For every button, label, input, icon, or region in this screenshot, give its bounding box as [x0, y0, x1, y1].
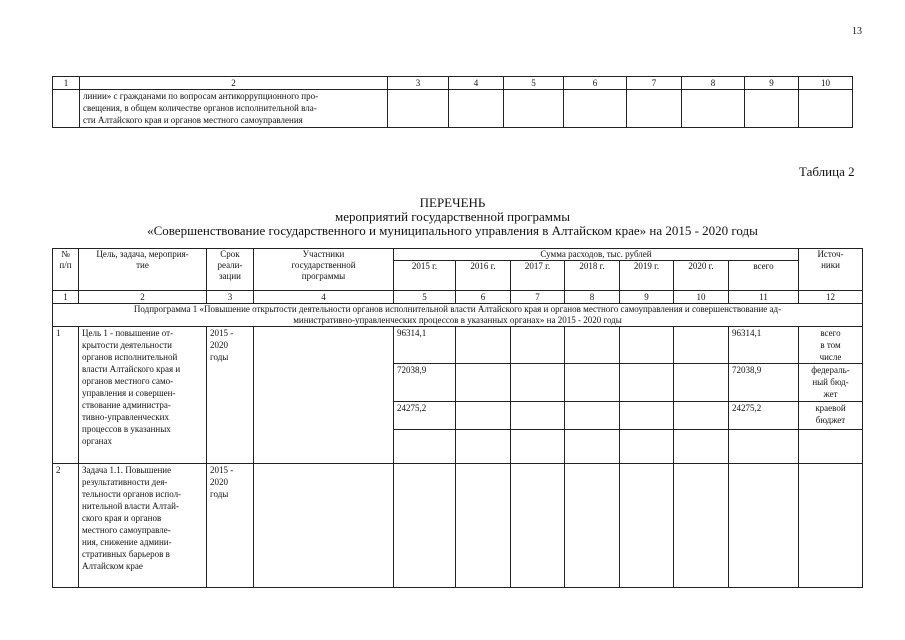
header-participants: Участники государственной программы	[254, 249, 394, 291]
prev-col-number: 4	[449, 77, 504, 90]
value-source: всего в том числе	[799, 327, 863, 364]
title-line-3: «Совершенствование государственного и муниципального управления в Алтайском крае» на 2015 - 2020 годы	[147, 223, 758, 238]
col-number: 4	[254, 291, 394, 304]
value-total: 96314,1	[729, 327, 799, 364]
column-numbers-row	[53, 291, 863, 304]
col-number: 6	[456, 291, 511, 304]
prev-col-number: 8	[682, 77, 745, 90]
table-row	[53, 327, 863, 364]
header-sum-title: Сумма расходов, тыс. рублей	[394, 249, 799, 261]
header-year: 2018 г.	[565, 261, 620, 291]
previous-table-row	[53, 90, 853, 128]
col-number: 2	[79, 291, 207, 304]
header-sources: Источ- ники	[799, 249, 863, 291]
previous-table-column-numbers	[53, 77, 853, 90]
prev-col-number: 2	[80, 77, 388, 90]
col-number: 11	[729, 291, 799, 304]
row-goal: Задача 1.1. Повышение результативности дея- тельности органов испол- нительной власти Алтай- ского края и органов местного самоуправле- ния, снижение админи- стративных барьеров в Алтайском крае	[79, 464, 207, 588]
value-total: 72038,9	[729, 364, 799, 402]
value-total: 24275,2	[729, 402, 799, 430]
title-line-1: ПЕРЕЧЕНЬ	[419, 195, 486, 210]
prev-col-number: 6	[564, 77, 627, 90]
header-year: 2019 г.	[620, 261, 674, 291]
value-source: краевой бюджет	[799, 402, 863, 430]
col-number: 7	[511, 291, 565, 304]
title-line-2: мероприятий государственной программы	[335, 209, 570, 224]
col-number: 3	[207, 291, 254, 304]
prev-col-number: 7	[627, 77, 682, 90]
row-number: 2	[53, 464, 79, 588]
col-number: 9	[620, 291, 674, 304]
prev-col-number: 10	[799, 77, 853, 90]
subprogram-row	[53, 304, 863, 327]
header-row-1	[53, 249, 863, 261]
prev-row-text: линии» с гражданами по вопросам антикоррупционного про- свещения, в общем количестве органов исполнительной вла- сти Алтайского края и органов местного самоуправления	[80, 90, 388, 128]
prev-col-number: 5	[504, 77, 564, 90]
header-goal: Цель, задача, мероприя- тие	[79, 249, 207, 291]
page-number: 13	[852, 26, 862, 37]
col-number: 12	[799, 291, 863, 304]
prev-col-number: 3	[388, 77, 449, 90]
prev-col-number: 9	[745, 77, 799, 90]
header-year: 2017 г.	[511, 261, 565, 291]
prev-col-number: 1	[53, 77, 80, 90]
table-row	[53, 464, 863, 588]
row-term: 2015 - 2020 годы	[207, 464, 254, 588]
row-participants	[254, 327, 394, 464]
value-2015: 24275,2	[394, 402, 456, 430]
subprogram-title: Подпрограмма 1 «Повышение открытости деятельности органов исполнительной власти Алтайского края и органов местного самоуправления и совершенствование ад- министративно-управленческих процессов в указанных органах» на 2015 - 2020 годы	[53, 304, 863, 327]
header-year: 2020 г.	[674, 261, 729, 291]
header-year: 2015 г.	[394, 261, 456, 291]
header-term: Срок реали- зации	[207, 249, 254, 291]
previous-table	[52, 76, 853, 128]
col-number: 5	[394, 291, 456, 304]
col-number: 1	[53, 291, 79, 304]
header-num: № п/п	[53, 249, 79, 291]
row-number: 1	[53, 327, 79, 464]
col-number: 8	[565, 291, 620, 304]
measures-table	[52, 248, 863, 588]
table-label: Таблица 2	[799, 164, 855, 179]
value-2015: 96314,1	[394, 327, 456, 364]
header-year: 2016 г.	[456, 261, 511, 291]
header-total: всего	[729, 261, 799, 291]
row-goal: Цель 1 - повышение от- крытости деятельности органов исполнительной власти Алтайского края и органов местного само- управления и совершен- ствование администра- тивно-управленческих процессов в указанных органах	[79, 327, 207, 464]
value-source: федераль- ный бюд- жет	[799, 364, 863, 402]
col-number: 10	[674, 291, 729, 304]
row-term: 2015 - 2020 годы	[207, 327, 254, 464]
value-2015: 72038,9	[394, 364, 456, 402]
